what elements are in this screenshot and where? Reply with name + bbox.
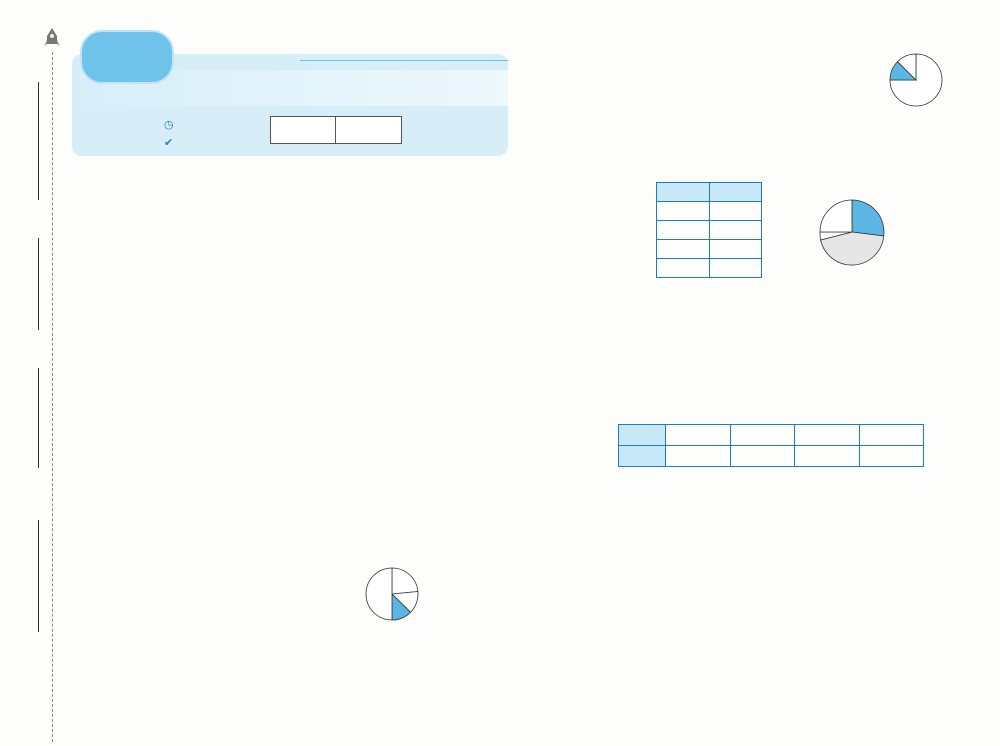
orchard-pie-chart xyxy=(864,40,964,124)
vote-table-cell xyxy=(859,425,924,446)
field-xingming[interactable] xyxy=(38,238,39,330)
sports-table-cell xyxy=(657,240,710,259)
pie-slice-aerobics xyxy=(852,200,884,236)
pie-slice-badminton xyxy=(820,200,852,232)
sports-table xyxy=(656,182,762,278)
unit-badge xyxy=(80,30,174,84)
check-icon: ✔ xyxy=(164,136,174,149)
sports-table-cell xyxy=(709,259,762,278)
field-banji[interactable] xyxy=(38,368,39,468)
field-xuexiao[interactable] xyxy=(38,520,39,632)
label-xuexiao xyxy=(11,614,39,654)
vote-table-cell xyxy=(666,425,731,446)
sports-pie-chart xyxy=(776,186,900,278)
sports-table-cell xyxy=(657,259,710,278)
label-banji xyxy=(11,446,39,486)
evaluation-field[interactable] xyxy=(336,117,400,142)
vote-table-cell xyxy=(795,425,860,446)
clock-icon: ◷ xyxy=(164,118,174,131)
vote-table-cell xyxy=(859,446,924,467)
pie-slice-kaijiangla xyxy=(392,568,418,594)
series-line xyxy=(300,46,323,56)
vote-table-cell xyxy=(666,446,731,467)
sports-table-cell xyxy=(657,202,710,221)
vote-table-cell xyxy=(730,425,795,446)
tv-program-pie-chart xyxy=(312,556,502,640)
label-xingming xyxy=(11,312,39,352)
vote-table-header-name xyxy=(619,425,666,446)
vote-table-cell xyxy=(730,446,795,467)
evaluation-label xyxy=(271,117,336,143)
field-xuehao[interactable] xyxy=(38,82,39,200)
sports-table-header-count xyxy=(709,183,762,202)
sports-table-cell xyxy=(709,240,762,259)
sports-table-header-item xyxy=(657,183,710,202)
sports-table-cell xyxy=(709,221,762,240)
vote-table xyxy=(618,424,924,467)
sports-table-cell xyxy=(709,202,762,221)
vote-table-cell xyxy=(795,446,860,467)
label-xuehao xyxy=(11,184,39,224)
sports-table-cell xyxy=(657,221,710,240)
rocket-icon xyxy=(44,28,60,53)
pie-slice-jiaodianfangtan xyxy=(366,568,392,620)
vote-table-header-votes xyxy=(619,446,666,467)
